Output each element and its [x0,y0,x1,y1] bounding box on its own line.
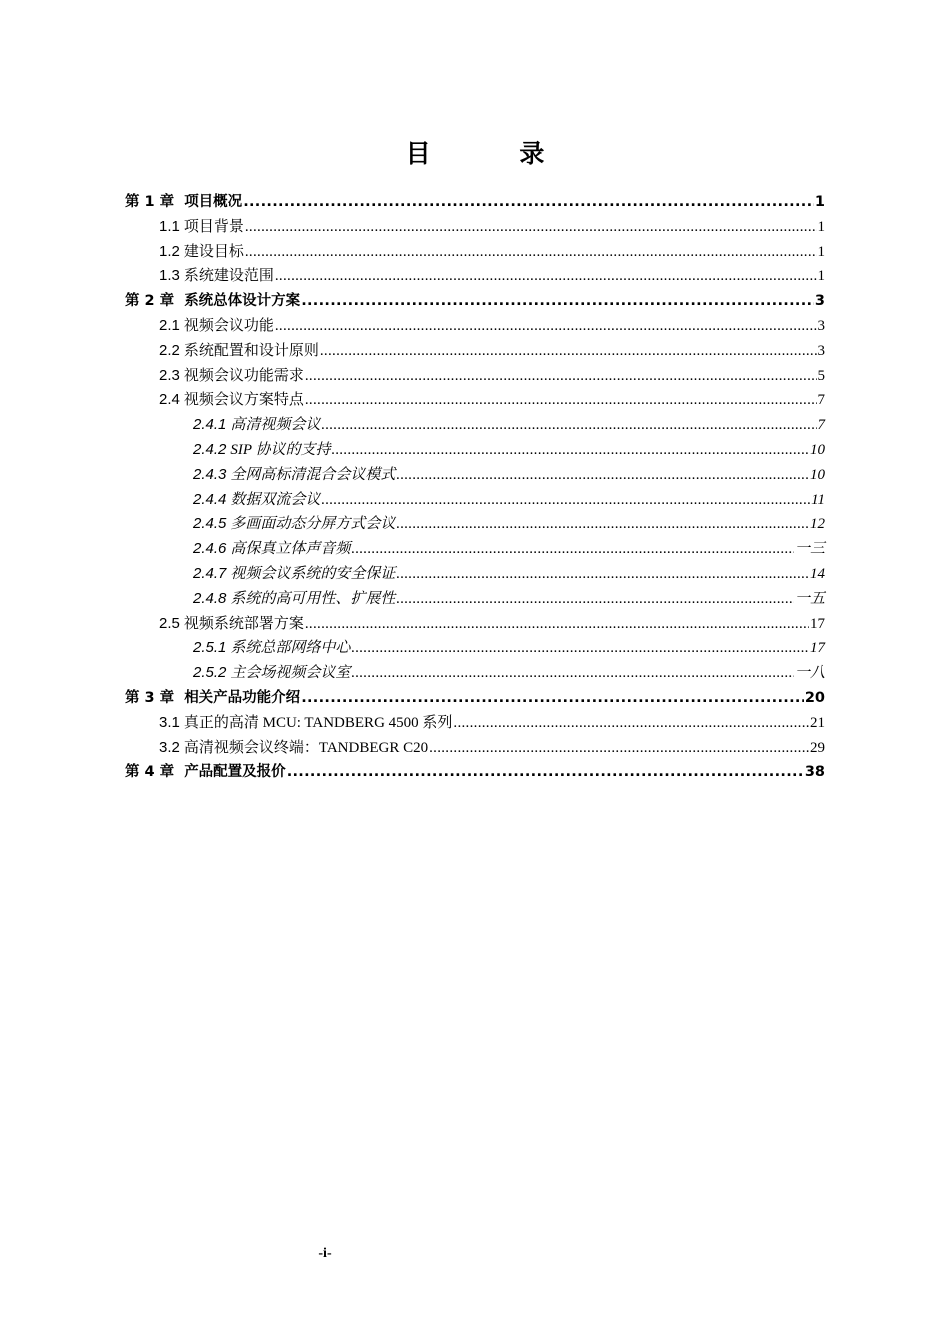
toc-entry-title: 项目概况 [184,194,243,210]
table-of-contents [125,190,825,785]
toc-entry-number: 2.4.5 [193,515,227,533]
toc-dot-leader [305,612,809,637]
page-title: 目 录 [405,139,585,168]
toc-dot-leader [453,711,809,736]
toc-dot-leader [396,562,809,587]
toc-entry-number: 2.4.1 [193,416,227,434]
toc-entry-page: 一八 [794,665,825,682]
toc-entry-page: 17 [810,615,825,632]
toc-entry-sub[interactable] [125,661,825,686]
toc-entry-page: 10 [810,441,825,458]
toc-entry-number: 2.4.3 [193,465,227,483]
toc-entry-page: 1 [817,268,825,285]
toc-entry-section[interactable] [125,736,825,761]
toc-entry-number: 2.4.7 [193,564,227,582]
toc-entry-sub[interactable] [125,438,825,463]
toc-dot-leader [301,289,814,314]
toc-entry-number: 第 4 章 [125,764,175,781]
toc-dot-leader [301,686,804,711]
toc-entry-page: 一五 [794,590,825,607]
toc-entry-number: 2.4 [159,391,180,409]
toc-entry-section[interactable] [125,264,825,289]
toc-entry-title: 高清视频会议终端：TANDBEGR C20 [183,739,429,756]
toc-dot-leader [396,587,794,612]
toc-dot-leader [243,190,814,215]
toc-dot-leader [332,438,809,463]
toc-dot-leader [321,413,816,438]
toc-entry-page: 3 [814,293,825,310]
toc-dot-leader [396,512,809,537]
toc-entry-number: 2.5 [159,614,180,632]
toc-entry-chapter[interactable] [125,686,825,711]
toc-entry-title: 高清视频会议 [230,417,321,434]
toc-entry-number: 第 3 章 [125,689,175,706]
toc-dot-leader [320,339,817,364]
toc-entry-number: 第 2 章 [125,293,175,310]
toc-dot-leader [275,264,817,289]
toc-entry-title: 系统配置和设计原则 [183,342,319,359]
toc-entry-title: 数据双流会议 [230,491,321,508]
toc-entry-title: 全网高标清混合会议模式 [230,466,396,483]
toc-entry-number: 2.4.4 [193,490,227,508]
toc-entry-page: 11 [811,491,825,508]
toc-entry-number: 1.2 [159,242,180,260]
toc-entry-title: 视频会议功能需求 [183,367,304,384]
toc-entry-number: 2.4.8 [193,589,227,607]
toc-entry-sub[interactable] [125,537,825,562]
toc-entry-section[interactable] [125,240,825,265]
toc-dot-leader [245,215,817,240]
toc-dot-leader [275,314,817,339]
toc-entry-chapter[interactable] [125,190,825,215]
toc-entry-title: 视频系统部署方案 [183,615,304,632]
toc-entry-number: 2.1 [159,316,180,334]
toc-entry-title: 产品配置及报价 [184,764,286,781]
toc-entry-number: 2.2 [159,341,180,359]
toc-entry-sub[interactable] [125,636,825,661]
toc-entry-number: 3.2 [159,738,180,756]
toc-entry-page: 38 [804,764,825,781]
toc-entry-page: 10 [810,466,825,483]
page-number-footer: -i- [318,1246,332,1261]
toc-entry-title: SIP 协议的支持 [230,441,331,458]
toc-entry-number: 第 1 章 [125,194,175,210]
toc-entry-chapter[interactable] [125,289,825,314]
toc-entry-title: 相关产品功能介绍 [184,689,301,706]
toc-entry-title: 多画面动态分屏方式会议 [230,516,396,533]
toc-entry-number: 2.5.1 [193,639,227,657]
toc-dot-leader [305,388,817,413]
toc-entry-page: 3 [817,317,825,334]
toc-entry-page: 7 [817,392,825,409]
toc-entry-title: 系统总部网络中心 [230,640,351,657]
toc-entry-page: 1 [814,194,825,210]
toc-entry-page: 一三 [794,541,825,558]
toc-entry-title: 主会场视频会议室 [230,665,351,682]
toc-entry-title: 真正的高清 MCU: TANDBERG 4500 系列 [183,714,453,731]
toc-entry-page: 12 [810,516,825,533]
toc-entry-page: 3 [817,342,825,359]
toc-dot-leader [305,364,817,389]
toc-entry-page: 14 [810,565,825,582]
toc-entry-page: 5 [817,367,825,384]
toc-entry-title: 视频会议方案特点 [183,392,304,409]
toc-dot-leader [351,537,794,562]
toc-entry-number: 1.3 [159,267,180,285]
toc-dot-leader [429,736,809,761]
toc-entry-number: 2.3 [159,366,180,384]
toc-entry-section[interactable] [125,612,825,637]
toc-entry-number: 2.4.2 [193,440,227,458]
toc-entry-number: 2.5.2 [193,664,227,682]
toc-entry-chapter[interactable] [125,760,825,785]
toc-entry-page: 21 [810,714,825,731]
toc-entry-sub[interactable] [125,413,825,438]
toc-entry-page: 7 [817,417,825,434]
toc-entry-title: 系统建设范围 [183,268,274,285]
toc-entry-sub[interactable] [125,562,825,587]
toc-entry-sub[interactable] [125,512,825,537]
toc-entry-page: 1 [817,243,825,260]
toc-entry-page: 20 [804,689,825,706]
toc-entry-title: 项目背景 [183,218,244,235]
toc-entry-number: 1.1 [159,217,180,235]
toc-entry-section[interactable] [125,215,825,240]
toc-dot-leader [287,760,804,785]
toc-dot-leader [396,463,809,488]
toc-entry-section[interactable] [125,364,825,389]
toc-entry-title: 系统的高可用性、扩展性 [230,590,396,607]
toc-entry-title: 建设目标 [183,243,244,260]
toc-dot-leader [351,636,809,661]
toc-entry-title: 视频会议功能 [183,317,274,334]
toc-entry-number: 2.4.6 [193,540,227,558]
toc-entry-title: 系统总体设计方案 [184,293,301,310]
toc-entry-section[interactable] [125,388,825,413]
toc-entry-section[interactable] [125,314,825,339]
toc-dot-leader [321,488,810,513]
toc-dot-leader [351,661,794,686]
toc-entry-sub[interactable] [125,587,825,612]
toc-entry-title: 视频会议系统的安全保证 [230,565,396,582]
toc-entry-sub[interactable] [125,488,825,513]
toc-entry-number: 3.1 [159,713,180,731]
toc-entry-section[interactable] [125,711,825,736]
toc-entry-title: 高保真立体声音频 [230,541,351,558]
toc-entry-page: 1 [817,218,825,235]
toc-dot-leader [245,240,817,265]
toc-entry-sub[interactable] [125,463,825,488]
toc-entry-section[interactable] [125,339,825,364]
toc-entry-page: 17 [810,640,825,657]
toc-entry-page: 29 [810,739,825,756]
